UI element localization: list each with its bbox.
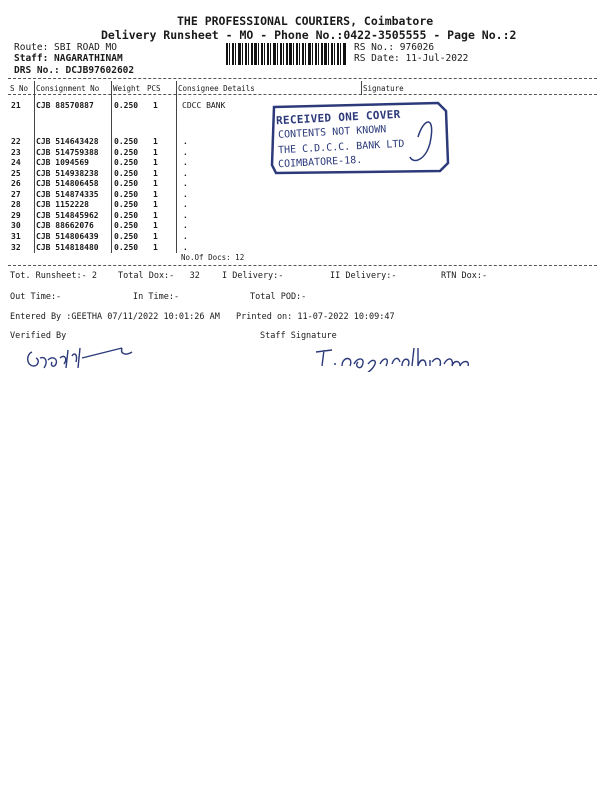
- cell-pcs: 1: [153, 137, 158, 146]
- cell-pcs: 1: [153, 179, 158, 189]
- barcode: [226, 43, 346, 65]
- out-time: Out Time:-: [10, 292, 62, 302]
- cell-pcs: 1: [153, 147, 158, 157]
- drs-number: DRS No.: DCJB97602602: [14, 65, 135, 76]
- cell-sno: 25: [11, 168, 21, 178]
- verified-signature: [22, 340, 142, 374]
- col-separator: [361, 81, 362, 95]
- stamp-line-4: COIMBATORE-18.: [277, 154, 363, 171]
- col-pcs: PCS: [147, 84, 161, 93]
- cell-consignment: CJB 514759388: [36, 147, 99, 157]
- cell-consignee: .: [183, 189, 188, 199]
- cell-consignment: CJB 88570887: [36, 101, 94, 110]
- cell-consignment: CJB 514643428: [36, 137, 99, 146]
- docs-count: No.Of Docs: 12: [181, 253, 245, 262]
- total-pod: Total POD:-: [250, 292, 307, 302]
- cell-consignment: CJB 514806458: [36, 179, 99, 189]
- in-time: In Time:-: [133, 292, 180, 302]
- cell-pcs: 1: [153, 200, 158, 210]
- rtn-dox: RTN Dox:-: [441, 271, 488, 281]
- cell-sno: 29: [11, 210, 21, 220]
- rs-date: RS Date: 11-Jul-2022: [354, 53, 469, 64]
- cell-sno: 24: [11, 158, 21, 168]
- cell-weight: 0.250: [114, 147, 139, 157]
- cell-consignee: .: [183, 231, 188, 241]
- cell-consignee: .: [183, 200, 188, 210]
- cell-consignment: CJB 1094569: [36, 158, 89, 168]
- stamp-line-1: RECEIVED ONE COVER: [275, 107, 401, 128]
- cell-consignee: .: [183, 210, 188, 220]
- col-consignment: Consignment No: [36, 84, 100, 93]
- staff-label: Staff: NAGARATHINAM: [14, 53, 123, 64]
- cell-pcs: 1: [153, 101, 158, 110]
- cell-sno: 32: [11, 242, 21, 252]
- cell-weight: 0.250: [114, 137, 139, 146]
- cell-weight: 0.250: [114, 101, 139, 110]
- cell-pcs: 1: [153, 221, 158, 231]
- ii-delivery: II Delivery:-: [330, 271, 397, 281]
- stamp-line-3: THE C.D.C.C. BANK LTD: [277, 138, 405, 157]
- cell-consignee: .: [183, 179, 188, 189]
- cell-weight: 0.250: [114, 231, 139, 241]
- cell-weight: 0.250: [114, 200, 139, 210]
- cell-consignee: .: [183, 221, 188, 231]
- cell-sno: 30: [11, 221, 21, 231]
- cell-consignee: .: [183, 158, 188, 168]
- col-consignee: Consignee Details: [178, 84, 255, 93]
- cell-consignee: .: [183, 147, 188, 157]
- cell-consignment: CJB 514845962: [36, 210, 99, 220]
- cell-sno: 26: [11, 179, 21, 189]
- cell-pcs: 1: [153, 210, 158, 220]
- cell-sno: 31: [11, 231, 21, 241]
- staff-signature: [314, 342, 494, 372]
- cell-weight: 0.250: [114, 168, 139, 178]
- entered-by: Entered By :GEETHA 07/11/2022 10:01:26 AM: [10, 312, 220, 322]
- tot-runsheet: Tot. Runsheet:- 2: [10, 271, 97, 281]
- cell-pcs: 1: [153, 231, 158, 241]
- cell-consignment: CJB 514938238: [36, 168, 99, 178]
- col-weight: Weight: [113, 84, 141, 93]
- cell-consignee: .: [183, 137, 188, 146]
- received-stamp: [268, 97, 452, 177]
- cell-pcs: 1: [153, 242, 158, 252]
- cell-weight: 0.250: [114, 179, 139, 189]
- cell-sno: 22: [11, 137, 21, 146]
- table-bottom-rule: [8, 265, 597, 266]
- cell-sno: 28: [11, 200, 21, 210]
- cell-sno: 21: [11, 101, 21, 110]
- cell-consignee: .: [183, 242, 188, 252]
- table-row: [0, 243, 600, 255]
- cell-weight: 0.250: [114, 221, 139, 231]
- cell-sno: 23: [11, 147, 21, 157]
- cell-consignee: .: [183, 168, 188, 178]
- staff-signature-label: Staff Signature: [260, 331, 337, 341]
- cell-weight: 0.250: [114, 158, 139, 168]
- rs-number: RS No.: 976026: [354, 42, 435, 53]
- table-header-rule: [8, 94, 597, 95]
- verified-by-label: Verified By: [10, 331, 67, 341]
- col-sno: S No: [10, 84, 29, 93]
- i-delivery: I Delivery:-: [222, 271, 284, 281]
- company-title: THE PROFESSIONAL COURIERS, Coimbatore: [177, 14, 434, 28]
- cell-pcs: 1: [153, 158, 158, 168]
- total-dox: Total Dox:- 32: [118, 271, 200, 281]
- cell-consignment: CJB 1152228: [36, 200, 89, 210]
- stamp-line-2: CONTENTS NOT KNOWN: [277, 124, 387, 141]
- cell-consignee: CDCC BANK: [182, 101, 226, 110]
- cell-consignment: CJB 514818480: [36, 242, 99, 252]
- cell-weight: 0.250: [114, 189, 139, 199]
- runsheet-subtitle: Delivery Runsheet - MO - Phone No.:0422-3505555 - Page No.:2: [101, 28, 517, 42]
- cell-pcs: 1: [153, 168, 158, 178]
- route-label: Route: SBI ROAD MO: [14, 42, 117, 53]
- cell-consignment: CJB 514874335: [36, 189, 99, 199]
- col-signature: Signature: [363, 84, 404, 93]
- cell-consignment: CJB 88662076: [36, 221, 94, 231]
- cell-sno: 27: [11, 189, 21, 199]
- cell-weight: 0.250: [114, 242, 139, 252]
- cell-consignment: CJB 514806439: [36, 231, 99, 241]
- cell-pcs: 1: [153, 189, 158, 199]
- cell-weight: 0.250: [114, 210, 139, 220]
- table-top-rule: [8, 78, 597, 79]
- printed-on: Printed on: 11-07-2022 10:09:47: [236, 312, 395, 322]
